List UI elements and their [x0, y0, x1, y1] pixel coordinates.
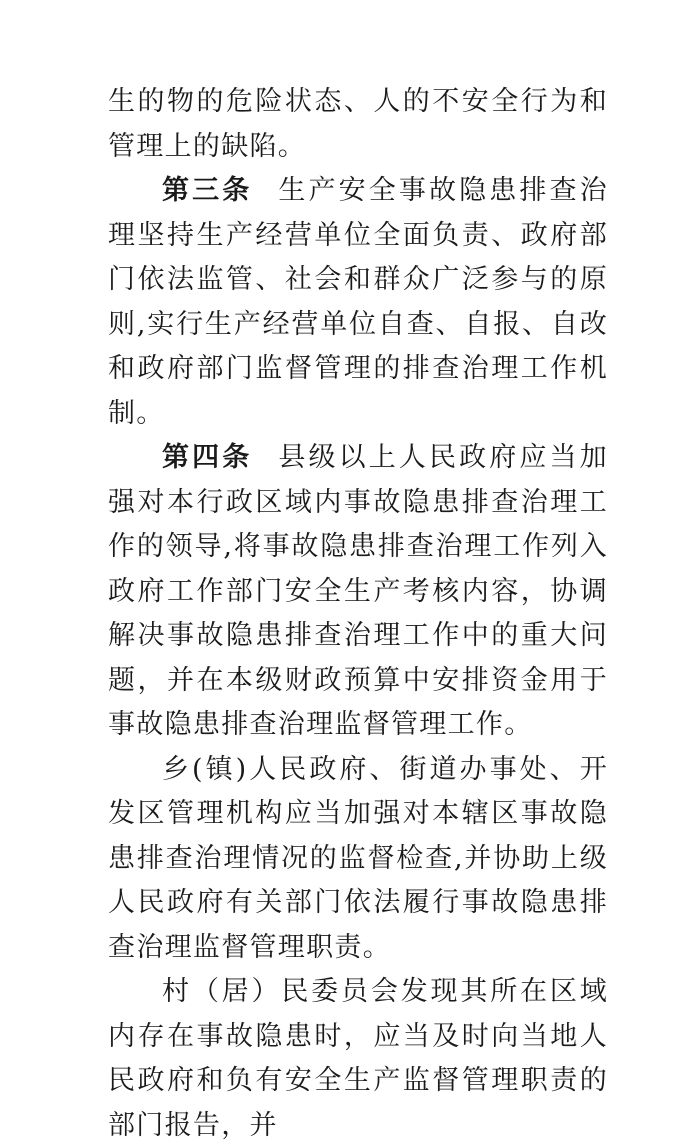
village-committee-paragraph	[108, 970, 608, 1148]
township-paragraph	[108, 748, 608, 971]
paragraph-text: 生产安全事故隐患排查治理坚持生产经营单位全面负责、政府部门依法监管、社会和群众广泛参与的原则,实行生产经营单位自查、自报、自改和政府部门监督管理的排查治理工作机制。	[108, 175, 608, 429]
document-body	[108, 80, 608, 1148]
paragraph-text: 村（居）民委员会发现其所在区域内存在事故隐患时，应当及时向当地人民政府和负有安全生产监督管理职责的部门报告，并	[108, 976, 608, 1141]
paragraph-text: 生的物的危险状态、人的不安全行为和管理上的缺陷。	[108, 86, 608, 162]
paragraph-continuation	[108, 80, 608, 169]
article-heading: 第四条	[162, 442, 253, 473]
paragraph-text: 乡(镇)人民政府、街道办事处、开发区管理机构应当加强对本辖区事故隐患排查治理情况的监督检查,并协助上级人民政府有关部门依法履行事故隐患排查治理监督管理职责。	[108, 753, 608, 963]
article-heading: 第三条	[162, 175, 253, 206]
article-3-paragraph	[108, 169, 608, 436]
article-4-paragraph	[108, 436, 608, 748]
paragraph-text: 县级以上人民政府应当加强对本行政区域内事故隐患排查治理工作的领导,将事故隐患排查治理工作列入政府工作部门安全生产考核内容，协调解决事故隐患排查治理工作中的重大问题，并在本级财政预算中安排资金用于事故隐患排查治理监督管理工作。	[108, 442, 608, 740]
